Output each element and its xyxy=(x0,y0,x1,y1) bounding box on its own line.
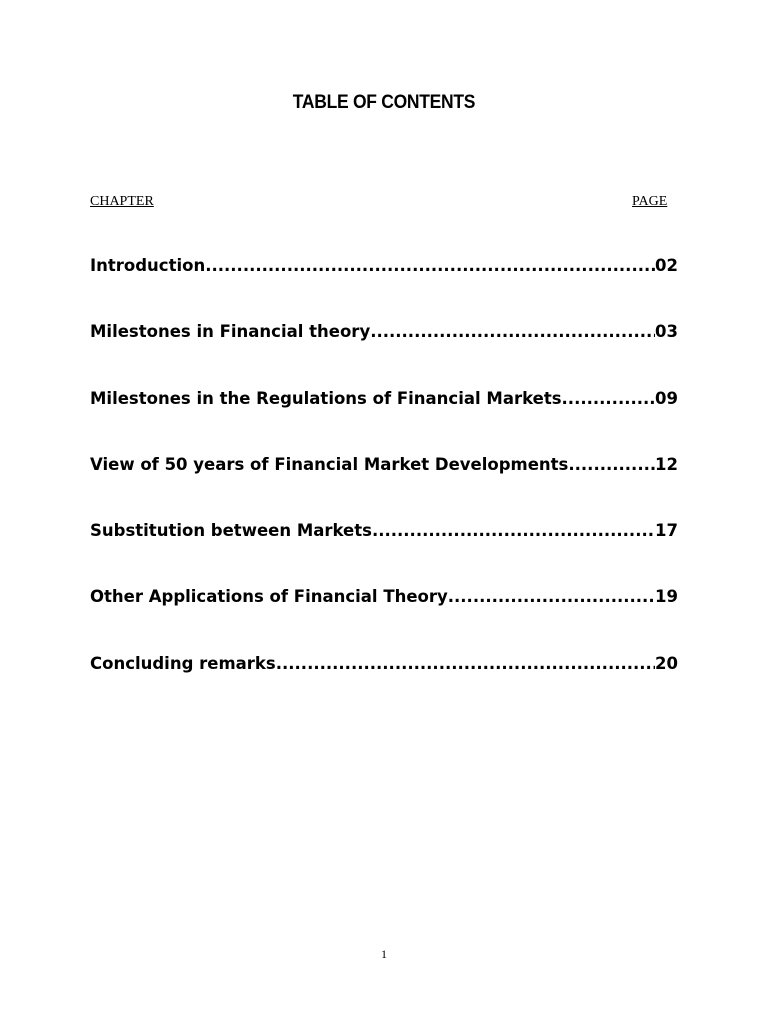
toc-entry xyxy=(90,652,678,718)
toc-entry-title: Milestones in Financial theory xyxy=(90,322,371,342)
toc-entry xyxy=(90,453,678,519)
toc-dot-leader xyxy=(276,652,655,676)
toc-entry xyxy=(90,254,678,320)
toc-entry xyxy=(90,320,678,386)
column-header-page: PAGE xyxy=(632,194,668,209)
toc-dot-leader xyxy=(205,254,655,278)
toc-dot-leader xyxy=(372,519,655,543)
toc-entry-page: 19 xyxy=(655,587,678,607)
toc-entry xyxy=(90,387,678,453)
toc-entry xyxy=(90,519,678,585)
toc-dot-leader xyxy=(370,320,655,344)
page-title: TABLE OF CONTENTS xyxy=(292,92,476,113)
toc-entry-page: 09 xyxy=(655,388,678,408)
toc-entry xyxy=(90,585,678,651)
toc-dot-leader xyxy=(568,453,655,477)
toc-entry-title: Milestones in the Regulations of Financial Markets xyxy=(90,388,562,408)
toc-entry-title: Other Applications of Financial Theory xyxy=(90,587,448,607)
toc-entry-title: Concluding remarks xyxy=(90,653,276,673)
toc-entry-page: 02 xyxy=(655,256,678,275)
toc-entry-page: 17 xyxy=(655,521,678,541)
toc-entry-page: 03 xyxy=(655,322,678,342)
toc-entry-title: Substitution between Markets xyxy=(90,521,372,541)
toc-dot-leader xyxy=(448,585,655,609)
toc-list xyxy=(90,254,678,718)
column-header-chapter: CHAPTER xyxy=(90,194,154,209)
footer-page-number: 1 xyxy=(381,947,387,961)
toc-entry-page: 12 xyxy=(655,454,678,474)
toc-dot-leader xyxy=(562,387,656,411)
toc-entry-title: View of 50 years of Financial Market Developments xyxy=(90,454,569,474)
toc-entry-title: Introduction xyxy=(90,256,206,275)
toc-entry-page: 20 xyxy=(655,653,678,673)
